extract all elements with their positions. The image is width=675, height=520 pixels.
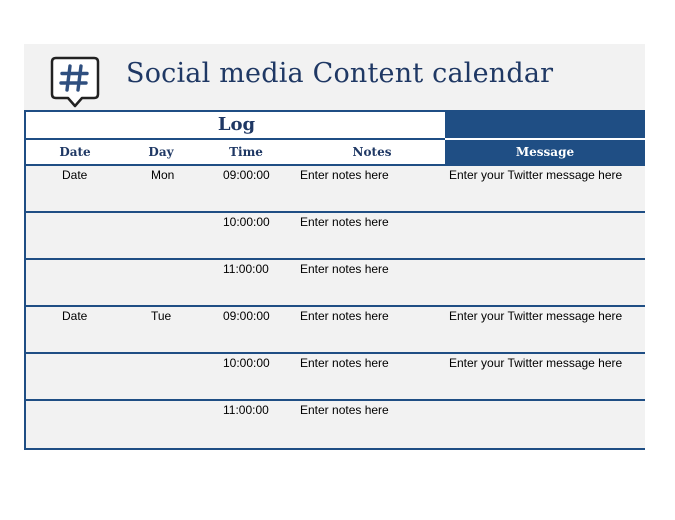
cell-notes[interactable]: Enter notes here bbox=[300, 168, 389, 182]
cell-notes[interactable]: Enter notes here bbox=[300, 309, 389, 323]
cell-time[interactable]: 11:00:00 bbox=[223, 262, 269, 276]
cell-date[interactable]: Date bbox=[62, 168, 88, 182]
column-header-day[interactable]: Day bbox=[148, 145, 174, 159]
cell-day[interactable]: Tue bbox=[151, 309, 172, 323]
cell-message[interactable]: Enter your Twitter message here bbox=[449, 309, 623, 323]
hashtag-speech-bubble-icon bbox=[48, 54, 102, 108]
table-row bbox=[26, 166, 645, 213]
column-header-row bbox=[24, 138, 645, 166]
cell-time[interactable]: 10:00:00 bbox=[223, 215, 270, 229]
cell-notes[interactable]: Enter notes here bbox=[300, 215, 389, 229]
cell-day[interactable]: Mon bbox=[151, 168, 175, 182]
column-header-message[interactable]: Message bbox=[515, 145, 575, 159]
cell-notes[interactable]: Enter notes here bbox=[300, 403, 389, 417]
table-row bbox=[26, 401, 645, 448]
cell-message[interactable]: Enter your Twitter message here bbox=[449, 168, 623, 182]
log-title: Log bbox=[217, 114, 256, 135]
title-band bbox=[24, 44, 645, 110]
cell-time[interactable]: 09:00:00 bbox=[223, 309, 270, 323]
table-row bbox=[26, 260, 645, 307]
message-title-band bbox=[445, 110, 645, 138]
table-row bbox=[26, 213, 645, 260]
column-header-time[interactable]: Time bbox=[229, 145, 263, 159]
table-row bbox=[26, 307, 645, 354]
table-row bbox=[26, 354, 645, 401]
cell-notes[interactable]: Enter notes here bbox=[300, 356, 389, 370]
cell-time[interactable]: 09:00:00 bbox=[223, 168, 270, 182]
cell-message[interactable]: Enter your Twitter message here bbox=[449, 356, 623, 370]
calendar-table-body bbox=[24, 166, 645, 450]
page-title: Social media Content calendar bbox=[126, 58, 554, 89]
cell-date[interactable]: Date bbox=[62, 309, 88, 323]
cell-notes[interactable]: Enter notes here bbox=[300, 262, 389, 276]
column-header-notes[interactable]: Notes bbox=[352, 145, 392, 159]
cell-time[interactable]: 11:00:00 bbox=[223, 403, 269, 417]
log-band bbox=[24, 110, 445, 138]
column-header-date[interactable]: Date bbox=[59, 145, 91, 159]
cell-time[interactable]: 10:00:00 bbox=[223, 356, 270, 370]
calendar-sheet bbox=[24, 44, 645, 450]
